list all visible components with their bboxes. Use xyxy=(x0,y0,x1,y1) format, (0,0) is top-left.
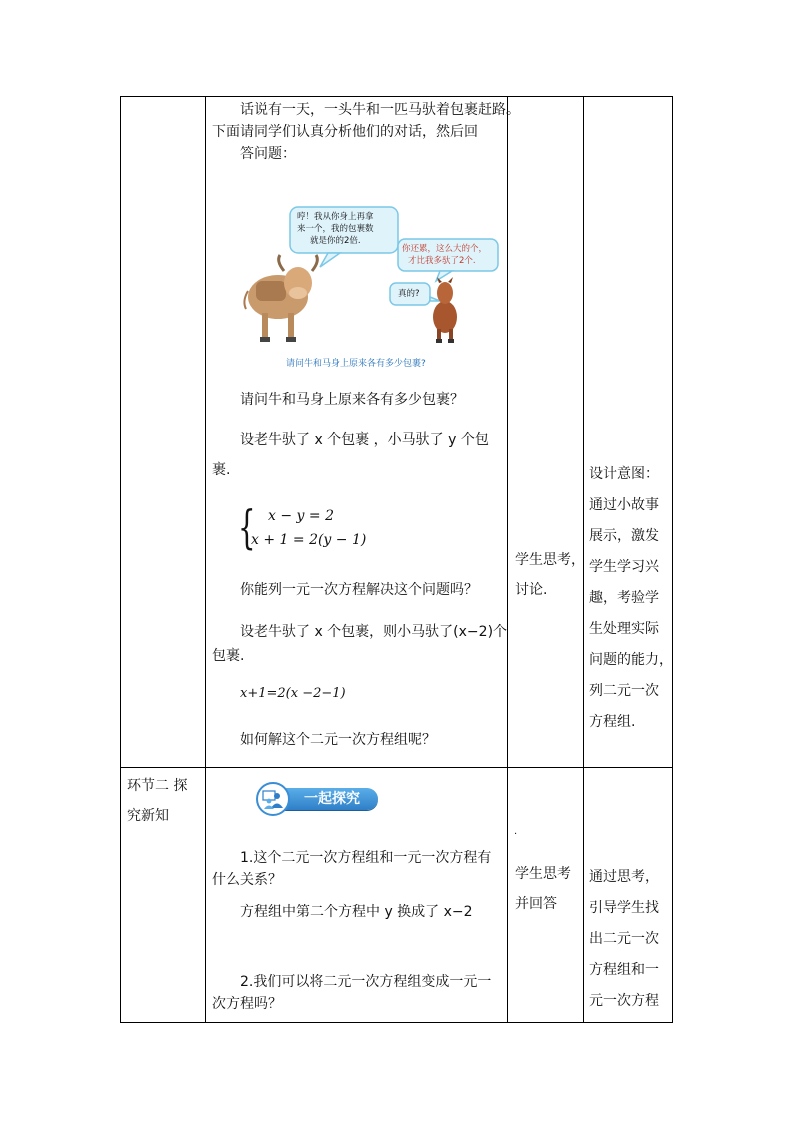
explore-q2-line-2: 次方程吗？ xyxy=(212,996,282,1012)
explore-banner xyxy=(240,780,380,816)
intro-line-2: 下面请同学们认真分析他们的对话，然后回 xyxy=(212,124,478,140)
small-bubble-text: 真的? xyxy=(398,289,420,299)
illustration-caption: 请问牛和马身上原来各有多少包裹? xyxy=(286,359,426,369)
set-vars-line-1: 设老牛驮了 x 个包裹 ，小马驮了 y 个包 xyxy=(240,432,489,448)
set-single-var-line-2: 包裹. xyxy=(212,648,245,664)
explore-answer-1: 方程组中第二个方程中 y 换成了 x−2 xyxy=(240,904,473,920)
table-divider-1 xyxy=(205,96,206,1023)
table-row-divider xyxy=(120,767,673,768)
design-intent-1: 设计意图： 通过小故事 展示，激发 学生学习兴 趣，考验学 生处理实际 问题的能力， 列二元一次 方程组. xyxy=(589,466,673,730)
ox-figure xyxy=(244,255,317,342)
table-border-bottom xyxy=(120,1022,673,1023)
equation-3: x+1=2(x −2−1) xyxy=(240,686,346,701)
explore-q1-line-2: 什么关系？ xyxy=(212,872,282,888)
question-1: 请问牛和马身上原来各有多少包裹？ xyxy=(240,392,464,408)
equation-2: x + 1 = 2(y − 1) xyxy=(251,532,367,548)
section-label-line-1: 环节二 探 xyxy=(127,778,188,794)
question-2: 你能列一元一次方程解决这个问题吗？ xyxy=(240,582,478,598)
table-border-left xyxy=(120,96,121,1023)
ox-bubble-line-1: 哼！我从你身上再拿 xyxy=(297,212,374,222)
horse-bubble-line-1: 你还累，这么大的个， xyxy=(402,244,488,254)
explore-q1-line-1: 1.这个二元一次方程组和一元一次方程有 xyxy=(240,850,492,866)
group-people-icon xyxy=(262,788,284,810)
intro-line-3: 答问题： xyxy=(240,146,296,162)
intro-line-1: 话说有一天，一头牛和一匹马驮着包裹赶路。 xyxy=(240,102,520,118)
ox-horse-illustration xyxy=(240,205,510,355)
horse-bubble-line-2: 才比我多驮了2个. xyxy=(408,256,476,266)
student-activity-1-line-1: 学生思考， xyxy=(515,552,585,568)
horse-figure xyxy=(433,277,457,343)
explore-q2-line-1: 2.我们可以将二元一次方程组变成一元一 xyxy=(240,974,492,990)
equation-brace: { xyxy=(238,500,256,554)
student-activity-2-line-1: 学生思考 xyxy=(515,866,571,882)
set-single-var-line-1: 设老牛驮了 x 个包裹，则小马驮了(x−2)个 xyxy=(240,624,508,640)
set-vars-line-2: 裹. xyxy=(212,462,231,478)
design-intent-2: 通过思考， 引导学生找 出二元一次 方程组和一 元一次方程 xyxy=(589,869,659,1009)
question-3: 如何解这个二元一次方程组呢？ xyxy=(240,732,436,748)
ox-bubble-line-3: 就是你的2倍. xyxy=(310,236,361,246)
student-activity-2-line-2: 并回答 xyxy=(515,896,557,912)
student-activity-1-line-2: 讨论. xyxy=(515,582,548,598)
student-activity-2-dot: . xyxy=(514,826,518,837)
section-label-line-2: 究新知 xyxy=(127,808,169,824)
equation-1: x − y = 2 xyxy=(268,508,334,524)
table-border-top xyxy=(120,96,673,97)
banner-label: 一起探究 xyxy=(304,791,360,807)
ox-bubble-line-2: 来一个，我的包裹数 xyxy=(297,224,374,234)
